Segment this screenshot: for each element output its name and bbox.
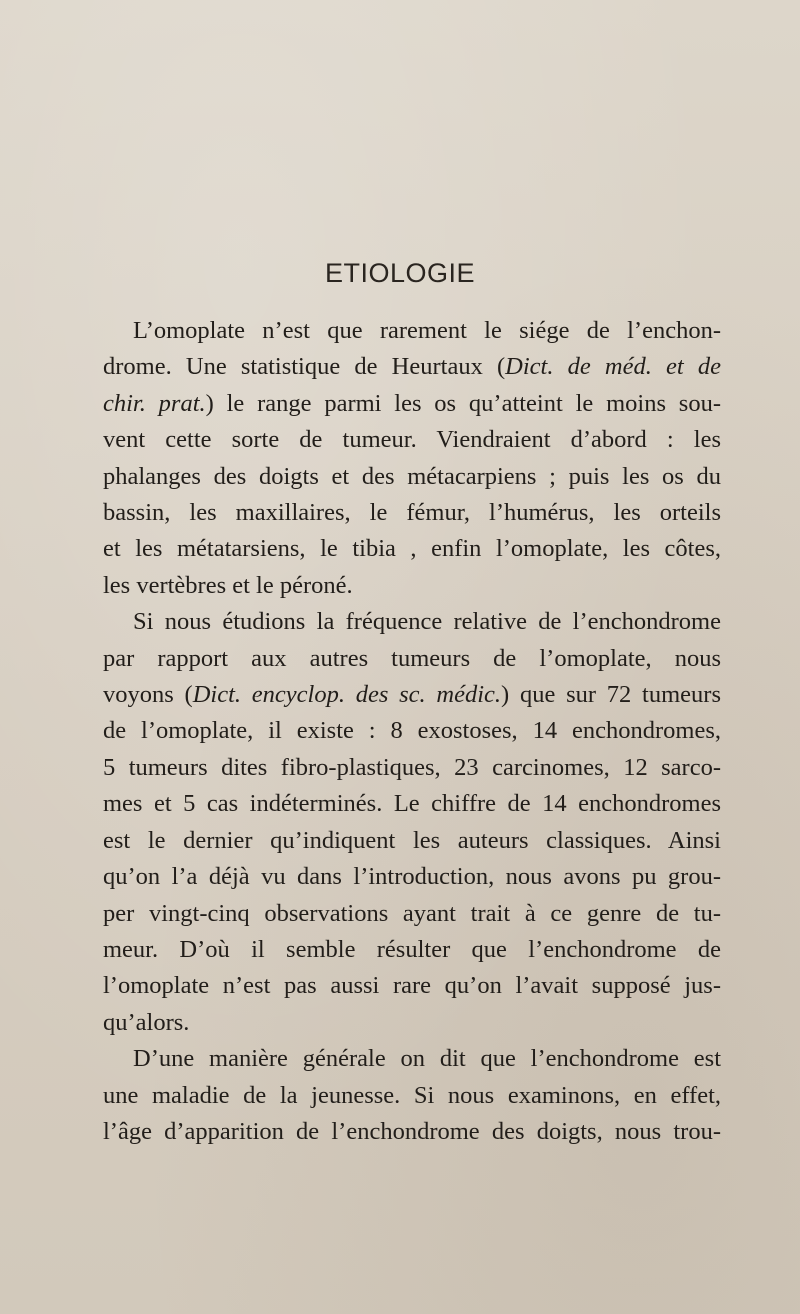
text-line <box>103 1078 721 1114</box>
text-line <box>103 641 721 677</box>
text-run: bassin, les maxillaires, le fémur, l’humérus, les orteils <box>103 499 721 527</box>
text-run: l’âge d’apparition de l’enchondrome des doigts, nous trou- <box>103 1117 721 1145</box>
text-line <box>103 932 721 968</box>
text-line <box>103 349 721 385</box>
body-text <box>103 313 721 1150</box>
text-line <box>103 1005 721 1041</box>
text-run: les vertèbres et le péroné. <box>103 571 353 599</box>
text-line <box>103 313 721 349</box>
text-line <box>103 422 721 458</box>
text-run: qu’on l’a déjà vu dans l’introduction, nous avons pu grou- <box>103 863 721 891</box>
text-run: par rapport aux autres tumeurs de l’omoplate, nous <box>103 644 721 672</box>
text-run: per vingt-cinq observations ayant trait à ce genre de tu- <box>103 899 721 927</box>
text-run: de l’omoplate, il existe : 8 exostoses, 14 enchondromes, <box>103 717 721 745</box>
text-line <box>103 859 721 895</box>
text-line <box>103 604 721 640</box>
text-run: est le dernier qu’indiquent les auteurs classiques. Ainsi <box>103 826 721 854</box>
text-run: meur. D’où il semble résulter que l’enchondrome de <box>103 935 721 963</box>
chapter-heading: ETIOLOGIE <box>324 258 476 288</box>
text-line <box>103 786 721 822</box>
text-line <box>103 1041 721 1077</box>
text-run: voyons ( <box>103 681 193 709</box>
text-run: mes et 5 cas indéterminés. Le chiffre de 14 enchondromes <box>103 790 721 818</box>
text-line <box>103 896 721 932</box>
text-run: une maladie de la jeunesse. Si nous examinons, en effet, <box>103 1081 721 1109</box>
text-run: drome. Une statistique de Heurtaux ( <box>103 353 506 381</box>
text-line <box>103 1114 721 1150</box>
text-line <box>103 750 721 786</box>
text-line <box>103 968 721 1004</box>
text-line <box>103 459 721 495</box>
text-run: L’omoplate n’est que rarement le siége de l’enchon- <box>133 317 721 344</box>
italic-citation: Dict. de méd. et de <box>505 353 721 381</box>
text-run: vent cette sorte de tumeur. Viendraient d’abord : les <box>103 426 721 454</box>
text-run: 5 tumeurs dites fibro-plastiques, 23 carcinomes, 12 sarco- <box>103 753 721 781</box>
text-line <box>103 568 721 604</box>
text-run: ) que sur 72 tumeurs <box>501 681 721 709</box>
text-run: ) le range parmi les os qu’atteint le moins sou- <box>205 389 721 417</box>
text-run: l’omoplate n’est pas aussi rare qu’on l’avait supposé jus- <box>103 972 721 1000</box>
italic-citation: chir. prat. <box>103 389 206 417</box>
text-run: et les métatarsiens, le tibia , enfin l’omoplate, les côtes, <box>103 535 721 563</box>
text-line <box>103 823 721 859</box>
text-run: Si nous étudions la fréquence relative de l’enchondrome <box>133 608 721 636</box>
text-run: phalanges des doigts et des métacarpiens ; puis les os du <box>103 462 721 490</box>
text-line <box>103 677 721 713</box>
text-line <box>103 386 721 422</box>
text-run: D’une manière générale on dit que l’enchondrome est <box>133 1045 721 1073</box>
text-line <box>103 713 721 749</box>
italic-citation: Dict. encyclop. des sc. médic. <box>192 681 502 709</box>
text-run: qu’alors. <box>103 1008 190 1036</box>
text-line <box>103 531 721 567</box>
text-line <box>103 495 721 531</box>
